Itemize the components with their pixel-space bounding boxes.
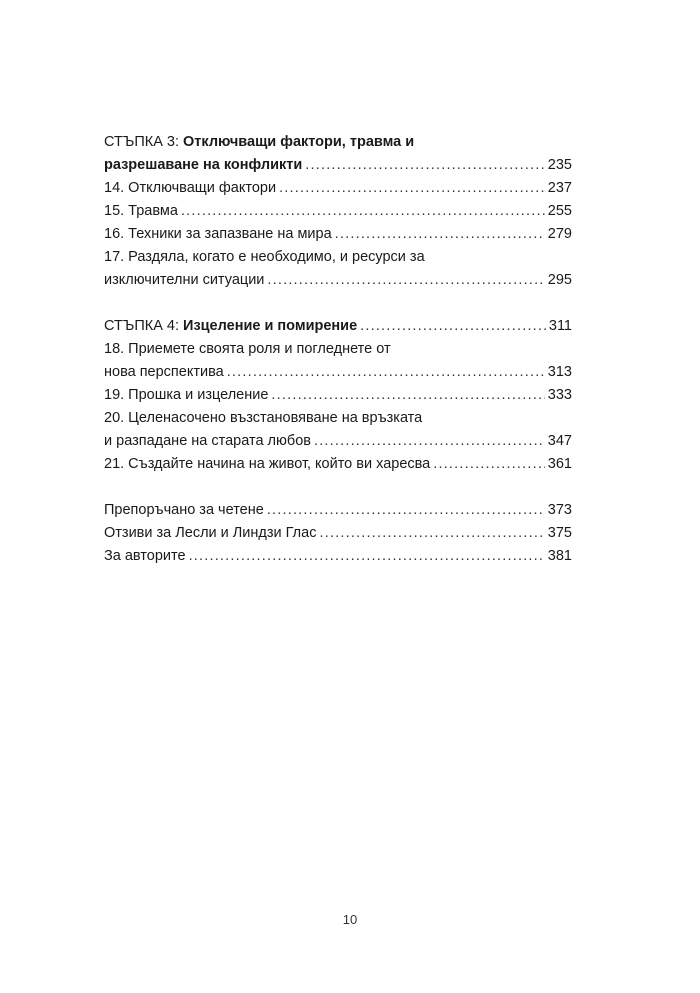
toc-page-number: 361 xyxy=(547,456,572,472)
toc-entry-step3[interactable] xyxy=(104,154,572,177)
toc-page-number: 373 xyxy=(547,502,572,518)
toc-entry-title: 19. Прошка и изцеление xyxy=(104,387,269,403)
toc-page-number: 347 xyxy=(547,433,572,449)
section-gap xyxy=(104,292,572,315)
toc-entry-ch14[interactable] xyxy=(104,177,572,200)
toc-page-number: 235 xyxy=(547,157,572,173)
dot-leader xyxy=(279,177,545,200)
dot-leader xyxy=(181,200,545,223)
toc-entry-reviews[interactable] xyxy=(104,522,572,545)
toc-entry-title: Препоръчано за четене xyxy=(104,502,264,518)
toc-entry-ch19[interactable] xyxy=(104,384,572,407)
dot-leader xyxy=(335,223,545,246)
dot-leader xyxy=(267,269,544,292)
toc-step4-prefix: СТЪПКА 4: xyxy=(104,318,184,334)
toc-entry-title: 21. Създайте начина на живот, който ви харесва xyxy=(104,456,431,472)
toc-step3-title-line1: Отключващи фактори, травма и xyxy=(183,134,415,150)
dot-leader xyxy=(271,384,544,407)
toc-page-number: 333 xyxy=(547,387,572,403)
toc-entry-title: Отзиви за Лесли и Линдзи Глас xyxy=(104,525,317,541)
toc-step3-heading-line1 xyxy=(104,131,572,154)
toc-entry-recommended[interactable] xyxy=(104,499,572,522)
toc-entry-ch16[interactable] xyxy=(104,223,572,246)
toc-page-number: 237 xyxy=(547,180,572,196)
toc-step4-heading xyxy=(104,315,357,338)
toc-entry-title: изключителни ситуации xyxy=(104,272,265,288)
dot-leader xyxy=(319,522,544,545)
toc-page-number: 313 xyxy=(547,364,572,380)
dot-leader xyxy=(433,453,545,476)
toc-step4-title: Изцеление и помирение xyxy=(183,318,358,334)
dot-leader xyxy=(189,545,545,568)
toc-entry-step4[interactable] xyxy=(104,315,572,338)
toc-entry-ch21[interactable] xyxy=(104,453,572,476)
toc-page-number: 279 xyxy=(547,226,572,242)
toc-entry-ch20-line1[interactable]: 20. Целенасочено възстановяване на връзката xyxy=(104,410,423,426)
toc-entry-title: 15. Травма xyxy=(104,203,178,219)
toc-page-number: 295 xyxy=(547,272,572,288)
dot-leader xyxy=(267,499,545,522)
dot-leader xyxy=(314,430,545,453)
toc-entry-ch20[interactable] xyxy=(104,430,572,453)
toc-entry-ch18[interactable] xyxy=(104,361,572,384)
toc-entry-ch18-line1[interactable]: 18. Приемете своята роля и погледнете от xyxy=(104,341,391,357)
toc-step3-title-line2: разрешаване на конфликти xyxy=(104,157,303,173)
toc-page-number: 381 xyxy=(547,548,572,564)
toc-entry-title: 14. Отключващи фактори xyxy=(104,180,277,196)
toc-entry-title: За авторите xyxy=(104,548,186,564)
toc-entry-ch15[interactable] xyxy=(104,200,572,223)
toc-entry-ch17[interactable] xyxy=(104,269,572,292)
dot-leader xyxy=(360,315,546,338)
toc-entry-authors[interactable] xyxy=(104,545,572,568)
toc-step3-prefix: СТЪПКА 3: xyxy=(104,134,184,150)
toc-entry-ch17-line1[interactable]: 17. Раздяла, когато е необходимо, и ресурси за xyxy=(104,249,425,265)
toc-page-number: 375 xyxy=(547,525,572,541)
toc-entry-title: 16. Техники за запазване на мира xyxy=(104,226,332,242)
section-gap xyxy=(104,476,572,499)
toc-page-number: 311 xyxy=(548,318,572,334)
toc-entry-title: и разпадане на старата любов xyxy=(104,433,311,449)
table-of-contents xyxy=(104,131,572,568)
dot-leader xyxy=(227,361,545,384)
toc-entry-title: нова перспектива xyxy=(104,364,224,380)
toc-page-number: 255 xyxy=(547,203,572,219)
dot-leader xyxy=(305,154,545,177)
page-number: 10 xyxy=(342,912,358,927)
